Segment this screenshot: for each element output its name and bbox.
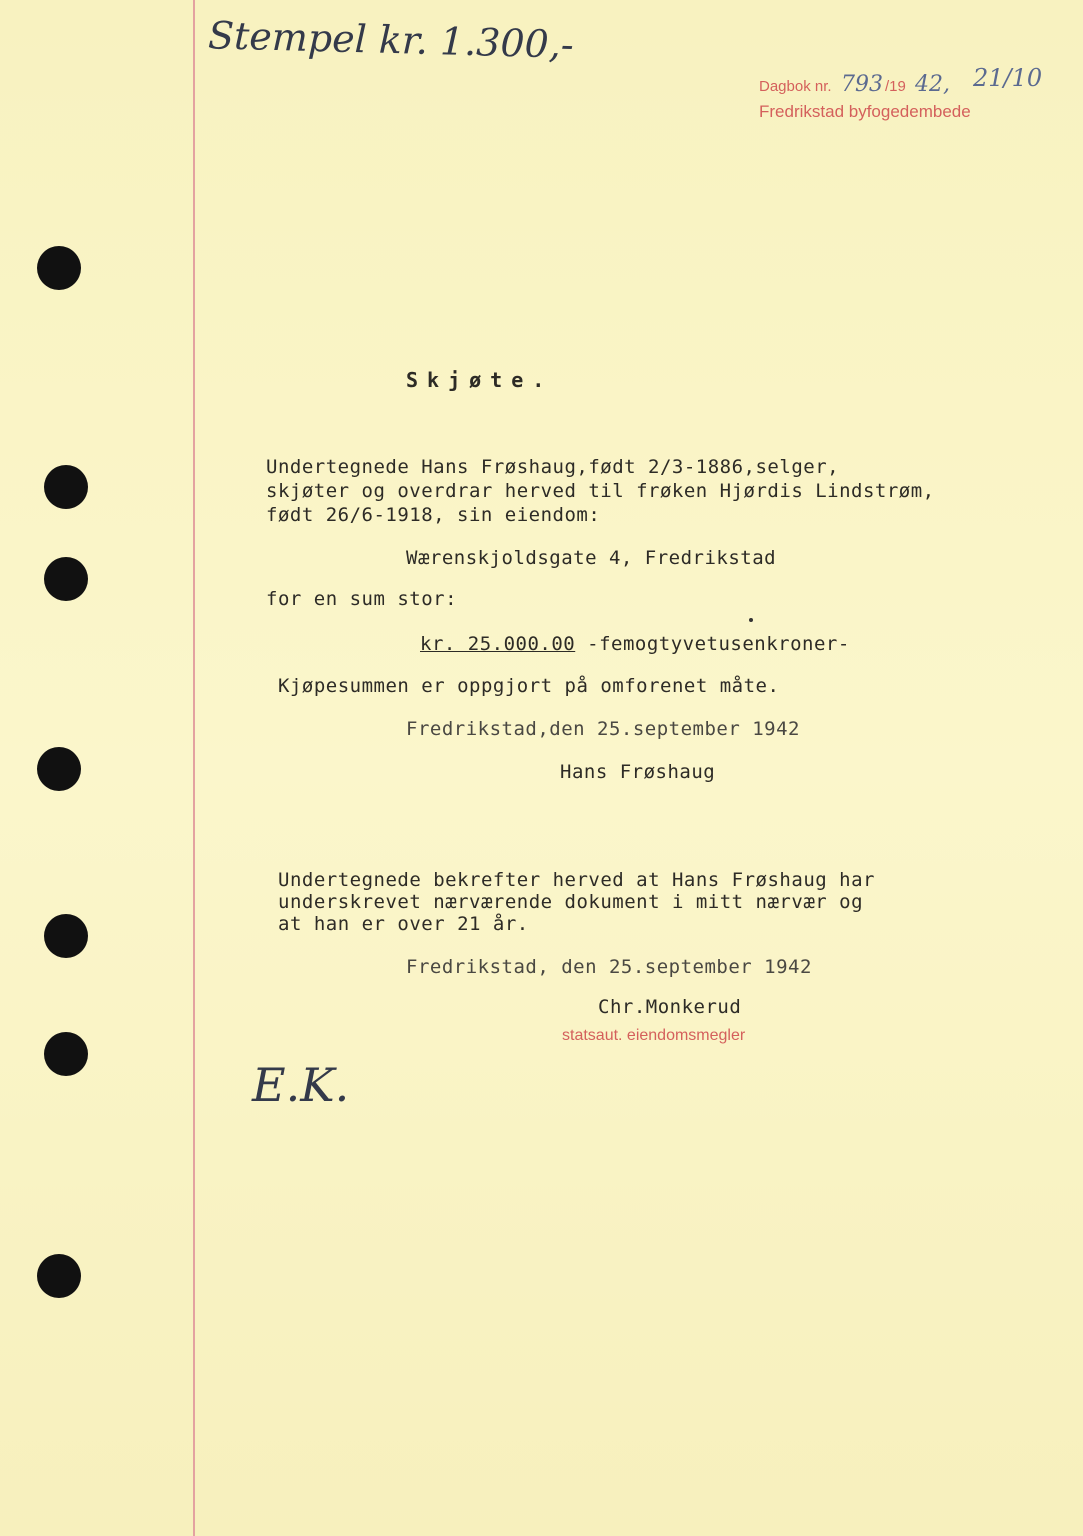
registry-stamp bbox=[755, 60, 1075, 130]
paragraph-line: Undertegnede bekrefter herved at Hans Frøshaug har bbox=[278, 869, 875, 891]
stamp-duty-note: Stempel kr. 1.300,- bbox=[207, 13, 575, 67]
for-sum-label: for en sum stor: bbox=[266, 588, 458, 610]
paragraph-line: underskrevet nærværende dokument i mitt nærvær og bbox=[278, 891, 864, 913]
witness-name: Chr.Monkerud bbox=[598, 996, 742, 1018]
seller-signature: Hans Frøshaug bbox=[560, 761, 716, 783]
year-suffix: 42, bbox=[915, 72, 950, 97]
amount-line bbox=[420, 633, 850, 655]
property-address: Wærenskjoldsgate 4, Fredrikstad bbox=[406, 547, 777, 569]
place-date: Fredrikstad,den 25.september 1942 bbox=[406, 718, 800, 740]
dagbok-number: 793 bbox=[841, 72, 883, 97]
punch-hole bbox=[37, 246, 81, 290]
place-date: Fredrikstad, den 25.september 1942 bbox=[406, 956, 812, 978]
amount-value: kr. 25.000.00 bbox=[420, 633, 576, 655]
registry-date: 21/10 bbox=[973, 64, 1043, 92]
punch-hole bbox=[37, 1254, 81, 1298]
settlement-text: Kjøpesummen er oppgjort på omforenet måte. bbox=[278, 675, 780, 697]
punch-hole bbox=[37, 747, 81, 791]
year-prefix: /19 bbox=[885, 78, 906, 95]
amount-words: -femogtyvetusenkroner- bbox=[575, 633, 850, 655]
paragraph-line: Undertegnede Hans Frøshaug,født 2/3-1886,selger, bbox=[266, 456, 840, 478]
dagbok-label: Dagbok nr. bbox=[759, 78, 832, 95]
margin-line bbox=[193, 0, 195, 1536]
paragraph-line: født 26/6-1918, sin eiendom: bbox=[266, 504, 601, 526]
office-name: Fredrikstad byfogedembede bbox=[759, 102, 971, 121]
pencil-mark bbox=[749, 618, 753, 622]
document-title: Skjøte. bbox=[406, 368, 554, 392]
punch-hole bbox=[44, 557, 88, 601]
initials: E.K. bbox=[252, 1058, 350, 1112]
paragraph-line: skjøter og overdrar herved til frøken Hjørdis Lindstrøm, bbox=[266, 480, 935, 502]
punch-hole bbox=[44, 465, 88, 509]
punch-hole bbox=[44, 914, 88, 958]
paragraph-line: at han er over 21 år. bbox=[278, 913, 529, 935]
witness-title: statsaut. eiendomsmegler bbox=[562, 1027, 746, 1044]
punch-hole bbox=[44, 1032, 88, 1076]
